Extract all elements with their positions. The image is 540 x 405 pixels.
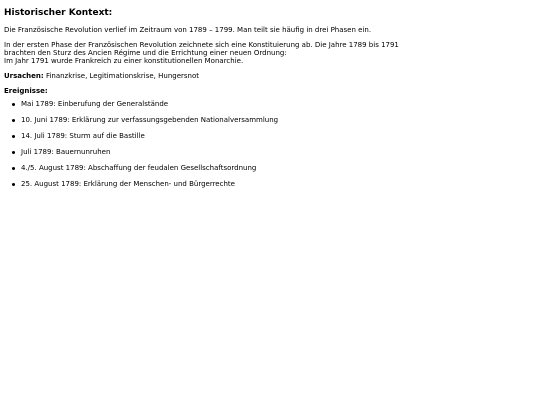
- causes-line: [4, 72, 199, 80]
- list-item: [0, 148, 278, 164]
- bullet-icon: [12, 167, 15, 170]
- bullet-icon: [12, 135, 15, 138]
- event-text: Juli 1789: Bauernunruhen: [21, 148, 111, 156]
- event-text: 25. August 1789: Erklärung der Menschen- und Bürgerrechte: [21, 180, 235, 188]
- events-heading: Ereignisse:: [4, 87, 48, 95]
- bullet-icon: [12, 183, 15, 186]
- causes-label: Ursachen:: [4, 72, 44, 80]
- event-text: 10. Juni 1789: Erklärung zur verfassungsgebenden Nationalversammlung: [21, 116, 279, 124]
- event-text: Mai 1789: Einberufung der Generalstände: [21, 100, 169, 108]
- intro-paragraph: [4, 26, 371, 34]
- list-item: [0, 100, 278, 116]
- list-item: [0, 180, 278, 196]
- phase-paragraph-line: In der ersten Phase der Französischen Revolution zeichnete sich eine Konstituierung ab. Die Jahre 1789 bis 1791: [4, 41, 399, 49]
- bullet-icon: [12, 119, 15, 122]
- bullet-icon: [12, 151, 15, 154]
- page-title: Historischer Kontext:: [4, 8, 113, 18]
- phase-paragraph-line: Im Jahr 1791 wurde Frankreich zu einer konstitutionellen Monarchie.: [4, 57, 244, 65]
- phase-paragraph: [4, 41, 399, 65]
- causes-text: Finanzkrise, Legitimationskrise, Hungersnot: [45, 72, 199, 80]
- event-text: 14. Juli 1789: Sturm auf die Bastille: [21, 132, 145, 140]
- list-item: [0, 116, 278, 132]
- events-list: [0, 100, 278, 196]
- bullet-icon: [12, 103, 15, 106]
- event-text: 4./5. August 1789: Abschaffung der feudalen Gesellschaftsordnung: [21, 164, 257, 172]
- intro-text: Die Französische Revolution verlief im Zeitraum von 1789 – 1799. Man teilt sie häufig in drei Phasen ein.: [4, 26, 372, 34]
- list-item: [0, 132, 278, 148]
- list-item: [0, 164, 278, 180]
- phase-paragraph-line: brachten den Sturz des Ancien Régime und die Errichtung einer neuen Ordnung:: [4, 49, 287, 57]
